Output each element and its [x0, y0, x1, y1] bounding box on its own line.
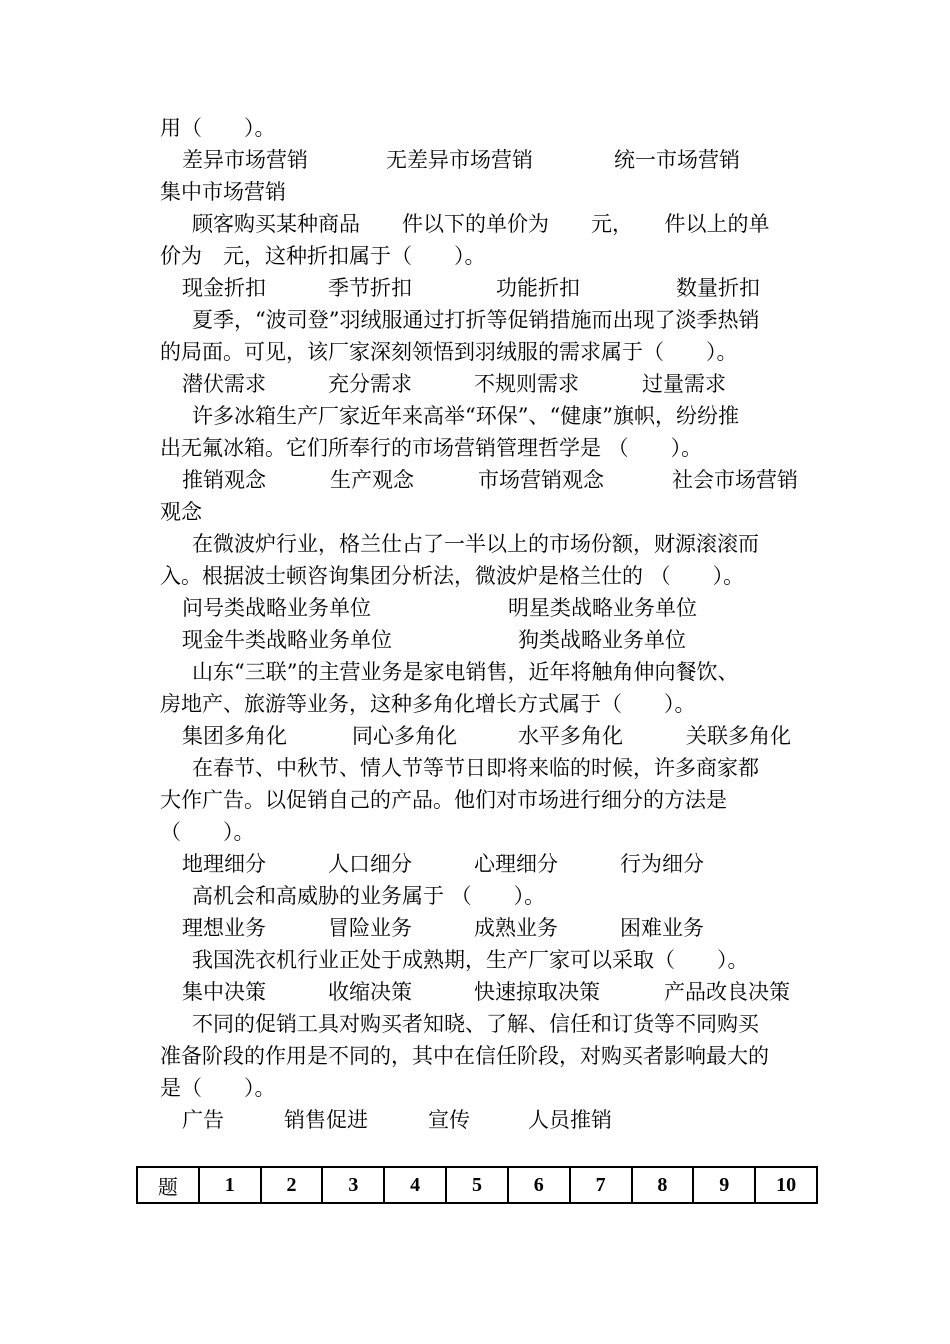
table-cell: 1	[199, 1167, 261, 1203]
table-cell: 2	[261, 1167, 323, 1203]
option-c: 统一市场营销	[614, 148, 740, 172]
question-text: 不同的促销工具对购买者知晓、了解、信任和订货等不同购买	[192, 1012, 759, 1036]
question-text: 是（ ）。	[160, 1076, 276, 1100]
option-c: 成熟业务	[474, 916, 558, 940]
option-d: 产品改良决策	[664, 980, 790, 1004]
option-c: 市场营销观念	[478, 468, 604, 492]
question-text: 顾客购买某种商品 件以下的单价为 元， 件以上的单	[192, 212, 770, 236]
question-text: 出无氟冰箱。它们所奉行的市场营销管理哲学是 （ ）。	[160, 436, 703, 460]
option-d: 行为细分	[620, 852, 704, 876]
question-text: 入。根据波士顿咨询集团分析法，微波炉是格兰仕的 （ ）。	[160, 564, 745, 588]
option-a: 潜伏需求	[182, 372, 266, 396]
table-cell: 8	[632, 1167, 694, 1203]
table-cell: 9	[693, 1167, 755, 1203]
option-c: 功能折扣	[496, 276, 580, 300]
option-b: 同心多角化	[352, 724, 457, 748]
question-text: （ ）。	[160, 820, 255, 844]
question-text: 山东“三联”的主营业务是家电销售，近年将触角伸向餐饮、	[192, 660, 739, 684]
question-text: 大作广告。以促销自己的产品。他们对市场进行细分的方法是	[160, 788, 727, 812]
option-d: 狗类战略业务单位	[518, 628, 686, 652]
table-cell: 7	[570, 1167, 632, 1203]
table-cell: 10	[755, 1167, 817, 1203]
option-a: 现金折扣	[182, 276, 266, 300]
option-b: 生产观念	[330, 468, 414, 492]
option-a: 集团多角化	[182, 724, 287, 748]
option-a: 推销观念	[182, 468, 266, 492]
answer-table	[136, 1166, 818, 1204]
question-text: 高机会和高威胁的业务属于 （ ）。	[192, 884, 546, 908]
option-b: 销售促进	[284, 1108, 368, 1132]
option-b: 收缩决策	[328, 980, 412, 1004]
table-header-cell: 题	[137, 1167, 199, 1203]
option-b: 充分需求	[328, 372, 412, 396]
question-text: 在微波炉行业，格兰仕占了一半以上的市场份额，财源滚滚而	[192, 532, 759, 556]
option-c: 现金牛类战略业务单位	[182, 628, 392, 652]
question-text: 用（ ）。	[160, 116, 276, 140]
option-b: 季节折扣	[328, 276, 412, 300]
option-c: 宣传	[428, 1108, 470, 1132]
option-a: 广告	[182, 1108, 224, 1132]
option-b: 明星类战略业务单位	[508, 596, 697, 620]
option-a: 地理细分	[182, 852, 266, 876]
question-text: 许多冰箱生产厂家近年来高举“环保”、“健康”旗帜，纷纷推	[192, 404, 739, 428]
option-c: 水平多角化	[518, 724, 623, 748]
option-c: 不规则需求	[474, 372, 579, 396]
option-d: 数量折扣	[676, 276, 760, 300]
option-a: 集中决策	[182, 980, 266, 1004]
question-text: 房地产、旅游等业务，这种多角化增长方式属于（ ）。	[160, 692, 696, 716]
question-text: 价为 元，这种折扣属于（ ）。	[160, 244, 486, 268]
option-d: 集中市场营销	[160, 180, 286, 204]
question-text: 在春节、中秋节、情人节等节日即将来临的时候，许多商家都	[192, 756, 759, 780]
option-b: 无差异市场营销	[386, 148, 533, 172]
option-d-continued: 观念	[160, 500, 202, 524]
option-a: 理想业务	[182, 916, 266, 940]
table-cell: 6	[508, 1167, 570, 1203]
question-text: 我国洗衣机行业正处于成熟期，生产厂家可以采取（ ）。	[192, 948, 749, 972]
option-d: 过量需求	[642, 372, 726, 396]
table-cell: 4	[384, 1167, 446, 1203]
option-a: 问号类战略业务单位	[182, 596, 371, 620]
option-c: 心理细分	[474, 852, 558, 876]
table-cell: 3	[322, 1167, 384, 1203]
option-c: 快速掠取决策	[474, 980, 600, 1004]
table-cell: 5	[446, 1167, 508, 1203]
option-d: 关联多角化	[686, 724, 791, 748]
option-d: 人员推销	[528, 1108, 612, 1132]
question-text: 准备阶段的作用是不同的，其中在信任阶段，对购买者影响最大的	[160, 1044, 769, 1068]
option-d: 困难业务	[620, 916, 704, 940]
table-row	[137, 1167, 817, 1203]
question-text: 的局面。可见，该厂家深刻领悟到羽绒服的需求属于（ ）。	[160, 340, 738, 364]
option-b: 冒险业务	[328, 916, 412, 940]
question-text: 夏季，“波司登”羽绒服通过打折等促销措施而出现了淡季热销	[192, 308, 760, 332]
option-a: 差异市场营销	[182, 148, 308, 172]
option-d: 社会市场营销	[672, 468, 798, 492]
option-b: 人口细分	[328, 852, 412, 876]
